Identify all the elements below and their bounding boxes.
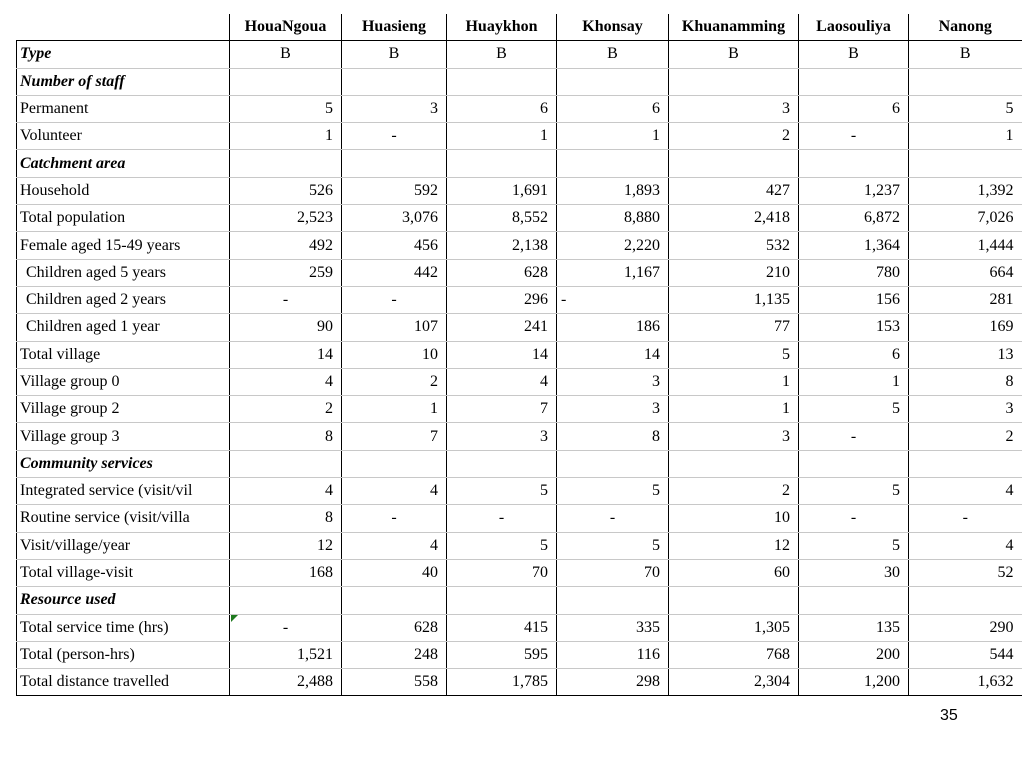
table-cell: B [669, 41, 799, 68]
column-header: Laosouliya [799, 14, 909, 41]
table-cell: 492 [230, 232, 342, 259]
row-label: Total village-visit [17, 559, 230, 586]
table-cell: 1 [447, 123, 557, 150]
table-cell: 1,237 [799, 177, 909, 204]
table-cell: 3 [557, 396, 669, 423]
table-cell: 1 [342, 396, 447, 423]
table-cell: 558 [342, 669, 447, 696]
table-cell: 1,364 [799, 232, 909, 259]
table-row [17, 341, 1022, 368]
table-cell [909, 150, 1022, 177]
table-row [17, 396, 1022, 423]
table-cell: 1 [799, 368, 909, 395]
table-cell: 135 [799, 614, 909, 641]
table-cell: 768 [669, 641, 799, 668]
table-cell [557, 150, 669, 177]
table-row [17, 532, 1022, 559]
table-cell: 6,872 [799, 205, 909, 232]
table-cell: 5 [799, 396, 909, 423]
table-cell [230, 587, 342, 614]
table-cell: 8 [230, 505, 342, 532]
header-corner-cell [17, 14, 230, 41]
table-cell [557, 68, 669, 95]
table-cell: 442 [342, 259, 447, 286]
table-row [17, 368, 1022, 395]
column-header: Khonsay [557, 14, 669, 41]
table-cell [342, 150, 447, 177]
row-label: Village group 3 [17, 423, 230, 450]
table-cell: 10 [342, 341, 447, 368]
table-cell: - [342, 286, 447, 313]
section-label: Catchment area [17, 150, 230, 177]
table-cell: 628 [342, 614, 447, 641]
table-cell: - [557, 505, 669, 532]
table-cell: 526 [230, 177, 342, 204]
table-cell: 8,880 [557, 205, 669, 232]
table-cell: 6 [799, 95, 909, 122]
table-cell: 2,488 [230, 669, 342, 696]
row-label: Integrated service (visit/vil [17, 478, 230, 505]
table-cell: 592 [342, 177, 447, 204]
table-cell [909, 68, 1022, 95]
table-cell [447, 450, 557, 477]
table-cell: 3,076 [342, 205, 447, 232]
table-cell: 14 [230, 341, 342, 368]
table-cell [799, 587, 909, 614]
table-cell: 107 [342, 314, 447, 341]
table-cell: 2,304 [669, 669, 799, 696]
table-cell: 10 [669, 505, 799, 532]
table-cell [669, 587, 799, 614]
row-label: Female aged 15-49 years [17, 232, 230, 259]
table-cell: - [799, 123, 909, 150]
table-cell: - [557, 286, 669, 313]
row-label: Permanent [17, 95, 230, 122]
table-row [17, 614, 1022, 641]
cell-comment-marker [231, 615, 238, 622]
table-cell: 281 [909, 286, 1022, 313]
table-cell: 595 [447, 641, 557, 668]
table-cell: 2,220 [557, 232, 669, 259]
table-cell: 3 [669, 423, 799, 450]
table-cell [447, 150, 557, 177]
table-cell: 5 [557, 478, 669, 505]
table-cell [799, 450, 909, 477]
table-cell [557, 450, 669, 477]
table-cell [799, 68, 909, 95]
table-cell: 4 [909, 478, 1022, 505]
section-row [17, 150, 1022, 177]
table-row [17, 259, 1022, 286]
table-cell [669, 450, 799, 477]
table-cell: 241 [447, 314, 557, 341]
table-row [17, 123, 1022, 150]
table-cell: B [557, 41, 669, 68]
table-cell: - [799, 423, 909, 450]
section-row [17, 587, 1022, 614]
table-cell: 200 [799, 641, 909, 668]
table-row [17, 286, 1022, 313]
table-cell: 6 [799, 341, 909, 368]
table-cell: 6 [447, 95, 557, 122]
table-row [17, 669, 1022, 696]
table-cell: 532 [669, 232, 799, 259]
table-cell: 60 [669, 559, 799, 586]
section-label: Resource used [17, 587, 230, 614]
row-label: Total population [17, 205, 230, 232]
table-cell [230, 450, 342, 477]
table-cell: 30 [799, 559, 909, 586]
table-cell: 4 [230, 478, 342, 505]
table-cell: 1,632 [909, 669, 1022, 696]
table-cell: 2 [669, 123, 799, 150]
table-cell: 3 [557, 368, 669, 395]
table-cell: 77 [669, 314, 799, 341]
table-cell: 7 [447, 396, 557, 423]
header-row [17, 14, 1022, 41]
table-row [17, 177, 1022, 204]
table-cell: 298 [557, 669, 669, 696]
row-label: Total service time (hrs) [17, 614, 230, 641]
table-cell [342, 450, 447, 477]
table-cell: 544 [909, 641, 1022, 668]
table-cell: 4 [909, 532, 1022, 559]
table-cell: 8,552 [447, 205, 557, 232]
row-label: Total (person-hrs) [17, 641, 230, 668]
slide-number: 35 [940, 707, 958, 724]
table-cell: 3 [909, 396, 1022, 423]
row-label: Visit/village/year [17, 532, 230, 559]
table-cell: 1,691 [447, 177, 557, 204]
table-cell: 70 [557, 559, 669, 586]
table-body [17, 41, 1022, 696]
table-row [17, 314, 1022, 341]
table-cell: 335 [557, 614, 669, 641]
section-label: Number of staff [17, 68, 230, 95]
table-cell: 8 [557, 423, 669, 450]
table-cell: 5 [557, 532, 669, 559]
table-row [17, 478, 1022, 505]
table-cell: B [799, 41, 909, 68]
table-cell [909, 450, 1022, 477]
table-cell: B [909, 41, 1022, 68]
table-cell: 259 [230, 259, 342, 286]
table-cell: 1 [557, 123, 669, 150]
table-row [17, 95, 1022, 122]
row-label: Total village [17, 341, 230, 368]
table-cell: 4 [447, 368, 557, 395]
table-cell: B [230, 41, 342, 68]
row-label: Total distance travelled [17, 669, 230, 696]
table-cell: 52 [909, 559, 1022, 586]
table-cell [909, 587, 1022, 614]
row-label: Village group 0 [17, 368, 230, 395]
table-cell [447, 587, 557, 614]
table-cell: 1,392 [909, 177, 1022, 204]
table-cell: 4 [342, 478, 447, 505]
table-cell: - [342, 505, 447, 532]
table-cell: 290 [909, 614, 1022, 641]
row-label: Children aged 1 year [17, 314, 230, 341]
table-cell: 6 [557, 95, 669, 122]
row-label: Routine service (visit/villa [17, 505, 230, 532]
table-cell [447, 68, 557, 95]
table-cell: 1,785 [447, 669, 557, 696]
table-cell: 12 [230, 532, 342, 559]
table-cell: 116 [557, 641, 669, 668]
table-cell: 5 [230, 95, 342, 122]
table-cell: 5 [447, 478, 557, 505]
table-cell: 456 [342, 232, 447, 259]
column-header: HouaNgoua [230, 14, 342, 41]
table-cell: 90 [230, 314, 342, 341]
row-label: Volunteer [17, 123, 230, 150]
table-cell: - [230, 286, 342, 313]
row-label: Household [17, 177, 230, 204]
table-cell: 2,418 [669, 205, 799, 232]
table-cell: - [447, 505, 557, 532]
table-cell: - [909, 505, 1022, 532]
table-cell [557, 587, 669, 614]
table-cell: B [342, 41, 447, 68]
table-cell: 2,138 [447, 232, 557, 259]
table-cell: 1 [909, 123, 1022, 150]
table-cell: 415 [447, 614, 557, 641]
section-label: Community services [17, 450, 230, 477]
column-header: Huasieng [342, 14, 447, 41]
table-cell: 168 [230, 559, 342, 586]
table-row [17, 423, 1022, 450]
table-cell: 210 [669, 259, 799, 286]
table-cell: 156 [799, 286, 909, 313]
table-cell: 1 [669, 396, 799, 423]
row-label: Type [17, 41, 230, 68]
table-row [17, 641, 1022, 668]
table-cell: 1 [230, 123, 342, 150]
table-cell: 2,523 [230, 205, 342, 232]
table-cell: 2 [230, 396, 342, 423]
type-row [17, 41, 1022, 68]
table-cell [342, 68, 447, 95]
table-cell: 628 [447, 259, 557, 286]
table-cell [230, 68, 342, 95]
table-row [17, 559, 1022, 586]
table-cell: 3 [669, 95, 799, 122]
section-row [17, 68, 1022, 95]
table-cell: 1,167 [557, 259, 669, 286]
table-cell: 7,026 [909, 205, 1022, 232]
table-cell: 70 [447, 559, 557, 586]
table-cell [342, 587, 447, 614]
table-cell: 1,305 [669, 614, 799, 641]
section-row [17, 450, 1022, 477]
table-cell: 5 [799, 532, 909, 559]
table-cell: 3 [447, 423, 557, 450]
table-cell: 4 [230, 368, 342, 395]
table-cell: 1,521 [230, 641, 342, 668]
table-row [17, 505, 1022, 532]
table-cell [669, 68, 799, 95]
table-cell: 186 [557, 314, 669, 341]
table-row [17, 205, 1022, 232]
table-cell: 4 [342, 532, 447, 559]
table-cell: 1 [669, 368, 799, 395]
column-header: Nanong [909, 14, 1022, 41]
table-cell: 169 [909, 314, 1022, 341]
table-cell: - [230, 614, 342, 641]
table-cell: - [342, 123, 447, 150]
table-cell: 1,444 [909, 232, 1022, 259]
table-cell: 40 [342, 559, 447, 586]
table-row [17, 232, 1022, 259]
data-table-container [16, 14, 1022, 696]
row-label: Village group 2 [17, 396, 230, 423]
village-statistics-table [16, 14, 1022, 696]
table-cell: 12 [669, 532, 799, 559]
column-header: Huaykhon [447, 14, 557, 41]
table-cell: B [447, 41, 557, 68]
table-cell: 780 [799, 259, 909, 286]
table-cell [669, 150, 799, 177]
table-cell: 2 [669, 478, 799, 505]
table-cell: 14 [557, 341, 669, 368]
table-cell: 7 [342, 423, 447, 450]
table-cell: 13 [909, 341, 1022, 368]
column-header: Khuanamming [669, 14, 799, 41]
table-cell: 5 [447, 532, 557, 559]
table-cell: 664 [909, 259, 1022, 286]
table-cell: 1,135 [669, 286, 799, 313]
table-cell: 248 [342, 641, 447, 668]
table-cell: 14 [447, 341, 557, 368]
table-cell: 153 [799, 314, 909, 341]
table-cell: 3 [342, 95, 447, 122]
table-cell [799, 150, 909, 177]
table-cell: 1,200 [799, 669, 909, 696]
table-cell: 5 [909, 95, 1022, 122]
table-cell: 2 [342, 368, 447, 395]
table-cell: - [799, 505, 909, 532]
row-label: Children aged 5 years [17, 259, 230, 286]
table-cell: 5 [669, 341, 799, 368]
table-cell: 8 [909, 368, 1022, 395]
row-label: Children aged 2 years [17, 286, 230, 313]
table-cell: 1,893 [557, 177, 669, 204]
table-cell: 2 [909, 423, 1022, 450]
table-cell: 427 [669, 177, 799, 204]
table-cell: 296 [447, 286, 557, 313]
table-cell: 8 [230, 423, 342, 450]
table-cell [230, 150, 342, 177]
table-cell: 5 [799, 478, 909, 505]
